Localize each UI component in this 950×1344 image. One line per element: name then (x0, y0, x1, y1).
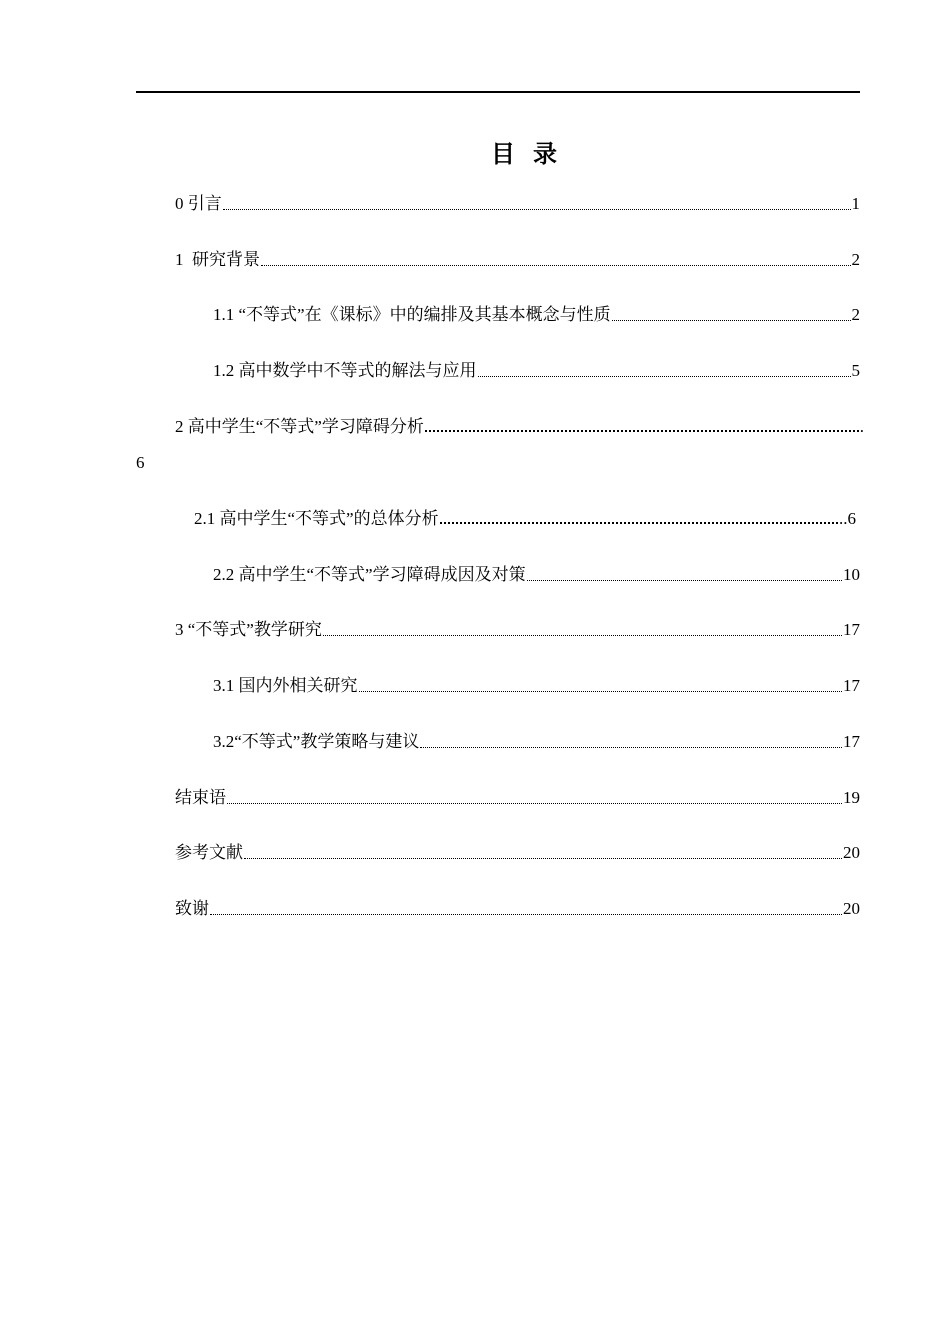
toc-title: 目 录 (491, 142, 559, 168)
toc-entry-page: 17 (843, 620, 860, 639)
toc-entry-label: 致谢 (175, 899, 209, 918)
toc-entry-3-1[interactable] (213, 673, 860, 699)
toc-entry-label: 0 引言 (175, 194, 222, 213)
dot-leader (478, 376, 851, 377)
toc-entry-page: 2 (851, 305, 860, 324)
toc-entry-page: 10 (843, 565, 860, 584)
dot-leader (210, 914, 842, 915)
toc-entry-page: . (859, 417, 864, 436)
toc-entry-label: 参考文献 (175, 843, 243, 862)
toc-entry-page: 20 (843, 899, 860, 918)
toc-entry-label: 3 “不等式”教学研究 (175, 620, 322, 639)
toc-entry-2-1[interactable] (194, 506, 856, 532)
toc-entry-background[interactable] (175, 247, 860, 273)
dot-leader (440, 522, 838, 524)
toc-entry-label: 1.1 “不等式”在《课标》中的编排及其基本概念与性质 (213, 305, 611, 324)
toc-entry-page-wrapped: 6 (136, 453, 145, 472)
dot-leader (261, 265, 851, 266)
toc-entry-teaching[interactable] (175, 617, 860, 643)
dot-leader (359, 691, 843, 692)
dot-leader (323, 635, 842, 636)
toc-entry-page: ..6 (839, 509, 856, 528)
toc-entry-label: 1.2 高中数学中不等式的解法与应用 (213, 361, 477, 380)
toc-entry-page: 5 (851, 361, 860, 380)
toc-entry-page: 17 (843, 676, 860, 695)
toc-entry-3-2[interactable] (213, 729, 860, 755)
dot-leader (612, 320, 851, 321)
toc-entry-label: 结束语 (175, 788, 226, 807)
toc-entry-label: 3.1 国内外相关研究 (213, 676, 358, 695)
toc-entry-label: 2 高中学生“不等式”学习障碍分析 (175, 417, 424, 436)
toc-entry-analysis[interactable] (175, 414, 864, 440)
toc-entry-1-2[interactable] (213, 358, 860, 384)
header-rule (136, 91, 860, 93)
toc-entry-2-2[interactable] (213, 562, 860, 588)
toc-entry-label: 2.1 高中学生“不等式”的总体分析 (194, 509, 439, 528)
toc-entry-page: 17 (843, 732, 860, 751)
toc-entry-acknowledgements[interactable] (175, 896, 860, 922)
dot-leader (527, 580, 842, 581)
toc-entry-label: 1 研究背景 (175, 250, 260, 269)
toc-entry-references[interactable] (175, 840, 860, 866)
dot-leader (244, 858, 842, 859)
toc-entry-1-1[interactable] (213, 302, 860, 328)
toc-entry-conclusion[interactable] (175, 785, 860, 811)
toc-entry-page: 2 (851, 250, 860, 269)
dot-leader (425, 430, 859, 432)
toc-entry-page: 19 (843, 788, 860, 807)
toc-entry-page: 1 (851, 194, 860, 213)
dot-leader (420, 747, 842, 748)
toc-entry-page: 20 (843, 843, 860, 862)
dot-leader (227, 803, 842, 804)
dot-leader (223, 209, 851, 210)
toc-entry-label: 2.2 高中学生“不等式”学习障碍成因及对策 (213, 565, 526, 584)
toc-entry-intro[interactable] (175, 191, 860, 217)
toc-entry-label: 3.2“不等式”教学策略与建议 (213, 732, 420, 751)
